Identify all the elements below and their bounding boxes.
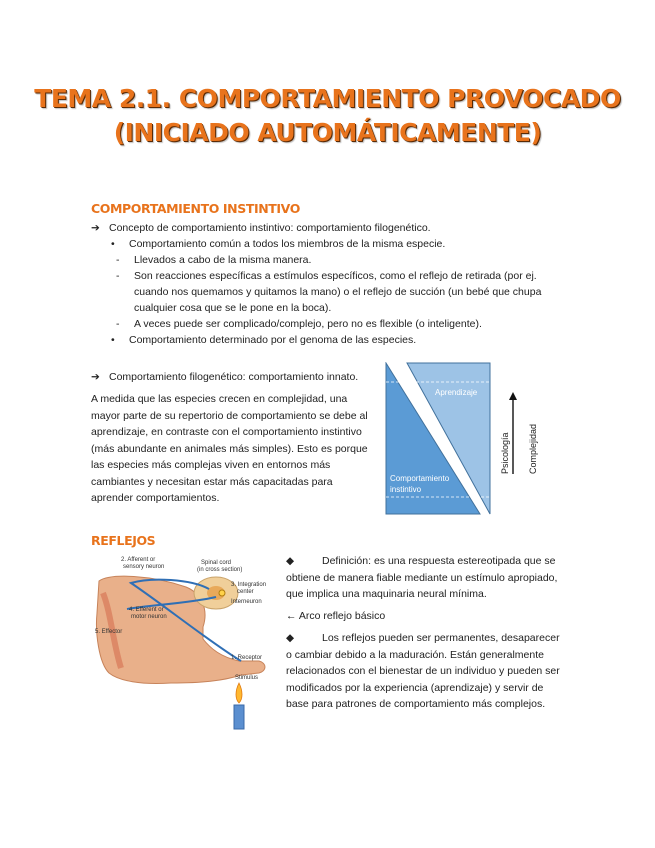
- axis-label-psicologia: Psicología: [500, 432, 510, 474]
- learning-instinct-diagram: [385, 362, 555, 517]
- arrow-icon: ➔: [91, 371, 100, 383]
- list-item-text: A veces puede ser complicado/complejo, pero no es flexible (o inteligente).: [134, 318, 482, 330]
- dash-icon: -: [116, 318, 120, 330]
- list-item-dash: [116, 316, 482, 332]
- label-afferent: 2. Afferent or: [121, 557, 156, 563]
- instinct-label-1: Comportamiento: [390, 474, 450, 483]
- list-item-bullet: [111, 236, 445, 252]
- label-integration-2: center: [237, 589, 254, 595]
- axis-label-complejidad: Complejidad: [528, 423, 538, 474]
- label-spinal-2: (in cross section): [197, 567, 243, 573]
- dash-icon: -: [116, 270, 120, 282]
- complexity-paragraph: A medida que las especies crecen en complejidad, una mayor parte de su repertorio de comportamiento se debe al aprendizaje, en contraste con el comportamiento instintivo (más abundante en animales más simples). Esto es porque las especies más complejas viven en entornos más cambiantes y necesitan estar más capacitadas para aprender comportamientos.: [91, 393, 368, 504]
- section-heading-instintivo: COMPORTAMIENTO INSTINTIVO: [91, 201, 300, 216]
- list-item-text: Comportamiento determinado por el genoma de las especies.: [129, 334, 417, 346]
- list-item-dash: [116, 252, 311, 268]
- list-item-text: Son reacciones específicas a estímulos específicos, como el reflejo de retirada (por ej.: [134, 270, 537, 282]
- learning-label: Aprendizaje: [435, 388, 478, 397]
- diamond-bullet-icon: ◆: [286, 632, 295, 644]
- definition-block: [286, 553, 566, 603]
- label-spinal: Spinal cord: [201, 560, 232, 566]
- page-subtitle: (INICIADO AUTOMÁTICAMENTE): [113, 118, 542, 147]
- candle-body: [234, 705, 244, 729]
- list-item-text: Comportamiento común a todos los miembros de la misma especie.: [129, 238, 446, 250]
- instinct-label-2: instintivo: [390, 485, 422, 494]
- label-integration: 3. Integration: [231, 582, 267, 588]
- label-afferent-2: sensory neuron: [123, 564, 165, 570]
- label-interneuron: Interneuron: [231, 599, 262, 605]
- permanence-text: Los reflejos pueden ser permanentes, desaparecer o cambiar debido a la maduración. Están generalmente relacionados con el bienestar de un individuo y pueden ser modificados por la experiencia (aprendizaje) y servir de base para patrones de comportamiento más complejos.: [286, 632, 560, 710]
- label-efferent-2: motor neuron: [131, 614, 167, 620]
- bullet-icon: •: [111, 334, 115, 346]
- page-title: TEMA 2.1. COMPORTAMIENTO PROVOCADO: [34, 84, 621, 113]
- label-efferent: 4. Efferent or: [129, 607, 164, 613]
- permanence-block: [286, 630, 566, 713]
- list-item-arrow: [91, 220, 431, 236]
- reflex-arc-figure: [91, 553, 281, 731]
- label-effector: 5. Effector: [95, 629, 123, 635]
- list-item-bullet: [111, 332, 416, 348]
- integration-center-dot: [219, 590, 225, 596]
- list-item-dash: [116, 268, 537, 284]
- dash-icon: -: [116, 254, 120, 266]
- label-receptor: 1. Receptor: [231, 655, 263, 661]
- list-item-continuation: cualquier cosa que se le pone en la boca).: [134, 302, 332, 314]
- reflex-arc-caption: ← Arco reflejo básico: [286, 610, 386, 622]
- list-item-continuation: cuando nos quemamos y quitamos la mano) o el reflejo de succión (un bebé que chupa: [134, 286, 542, 298]
- section-heading-reflejos: REFLEJOS: [91, 533, 156, 548]
- bullet-icon: •: [111, 238, 115, 250]
- list-item-arrow: [91, 369, 358, 385]
- list-item-text: Concepto de comportamiento instintivo: comportamiento filogenético.: [109, 222, 431, 234]
- list-item-text: Llevados a cabo de la misma manera.: [134, 254, 312, 266]
- list-item-text: Comportamiento filogenético: comportamiento innato.: [109, 371, 359, 383]
- arrow-icon: ➔: [91, 222, 100, 234]
- label-stimulus: Stimulus: [235, 675, 259, 681]
- definition-text: Definición: es una respuesta estereotipada que se obtiene de manera fiable mediante un estímulo apropiado, que implica una maquinaria neural mínima.: [286, 555, 558, 600]
- up-arrow-head: [509, 392, 517, 400]
- diamond-bullet-icon: ◆: [286, 555, 295, 567]
- flame-icon: [236, 683, 242, 703]
